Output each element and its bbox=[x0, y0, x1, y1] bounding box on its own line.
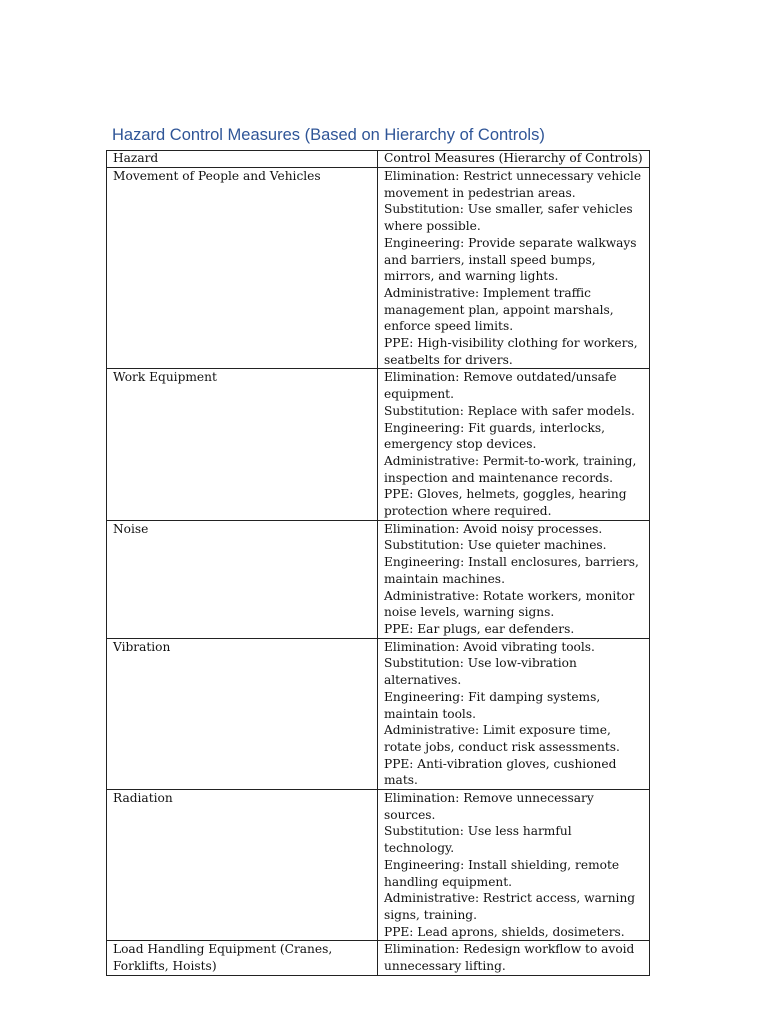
table-row bbox=[107, 520, 650, 638]
table-row bbox=[107, 941, 650, 975]
measure-engineering: Engineering: Fit damping systems, maintain tools. bbox=[384, 689, 601, 721]
measures-cell bbox=[378, 790, 650, 941]
measure-elimination: Elimination: Restrict unnecessary vehicle movement in pedestrian areas. bbox=[384, 169, 642, 200]
header-cell-controls: Control Measures (Hierarchy of Controls) bbox=[378, 151, 650, 168]
measure-substitution: Substitution: Replace with safer models. bbox=[384, 403, 635, 418]
measure-ppe: PPE: Lead aprons, shields, dosimeters. bbox=[384, 924, 625, 939]
hazard-cell: Vibration bbox=[107, 638, 378, 789]
measure-engineering: Engineering: Fit guards, interlocks, emergency stop devices. bbox=[384, 420, 606, 452]
measure-administrative: Administrative: Implement traffic management plan, appoint marshals, enforce speed limits. bbox=[384, 285, 614, 334]
measure-ppe: PPE: Ear plugs, ear defenders. bbox=[384, 621, 575, 636]
hazard-cell: Work Equipment bbox=[107, 369, 378, 520]
document-title: Hazard Control Measures (Based on Hierarchy of Controls) bbox=[112, 126, 545, 144]
measures-cell bbox=[378, 168, 650, 369]
measure-ppe: PPE: Anti-vibration gloves, cushioned mats. bbox=[384, 756, 617, 788]
measure-substitution: Substitution: Use low-vibration alternatives. bbox=[384, 656, 577, 688]
measure-substitution: Substitution: Use less harmful technology. bbox=[384, 824, 572, 856]
measure-elimination: Elimination: Avoid vibrating tools. bbox=[384, 639, 595, 654]
measure-administrative: Administrative: Limit exposure time, rotate jobs, conduct risk assessments. bbox=[384, 723, 620, 754]
measure-ppe: PPE: High-visibility clothing for workers, seatbelts for drivers. bbox=[384, 336, 638, 367]
measure-elimination: Elimination: Remove outdated/unsafe equipment. bbox=[384, 370, 617, 402]
table-header-row bbox=[107, 151, 650, 168]
measure-administrative: Administrative: Rotate workers, monitor noise levels, warning signs. bbox=[384, 588, 635, 620]
measure-ppe: PPE: Gloves, helmets, goggles, hearing protection where required. bbox=[384, 487, 627, 519]
measures-cell bbox=[378, 941, 650, 975]
table-row bbox=[107, 369, 650, 520]
table-row bbox=[107, 790, 650, 941]
measures-cell bbox=[378, 520, 650, 638]
measures-cell bbox=[378, 638, 650, 789]
measure-administrative: Administrative: Permit-to-work, training, inspection and maintenance records. bbox=[384, 453, 637, 485]
hazard-cell: Noise bbox=[107, 520, 378, 638]
measure-substitution: Substitution: Use quieter machines. bbox=[384, 538, 607, 553]
measures-cell bbox=[378, 369, 650, 520]
measure-elimination: Elimination: Avoid noisy processes. bbox=[384, 521, 603, 536]
measure-engineering: Engineering: Provide separate walkways and barriers, install speed bumps, mirrors, and warning lights. bbox=[384, 235, 637, 284]
measure-engineering: Engineering: Install enclosures, barriers, maintain machines. bbox=[384, 555, 639, 586]
measure-substitution: Substitution: Use smaller, safer vehicles where possible. bbox=[384, 202, 633, 234]
hazard-cell: Load Handling Equipment (Cranes, Forklifts, Hoists) bbox=[107, 941, 378, 975]
measure-engineering: Engineering: Install shielding, remote handling equipment. bbox=[384, 857, 620, 889]
header-cell-hazard: Hazard bbox=[107, 151, 378, 168]
hazard-cell: Movement of People and Vehicles bbox=[107, 168, 378, 369]
measure-elimination: Elimination: Redesign workflow to avoid unnecessary lifting. bbox=[384, 942, 635, 974]
hazard-cell: Radiation bbox=[107, 790, 378, 941]
table-row bbox=[107, 168, 650, 369]
table-row bbox=[107, 638, 650, 789]
measure-elimination: Elimination: Remove unnecessary sources. bbox=[384, 791, 594, 822]
measure-administrative: Administrative: Restrict access, warning signs, training. bbox=[384, 891, 636, 922]
hazard-control-table bbox=[106, 150, 650, 976]
